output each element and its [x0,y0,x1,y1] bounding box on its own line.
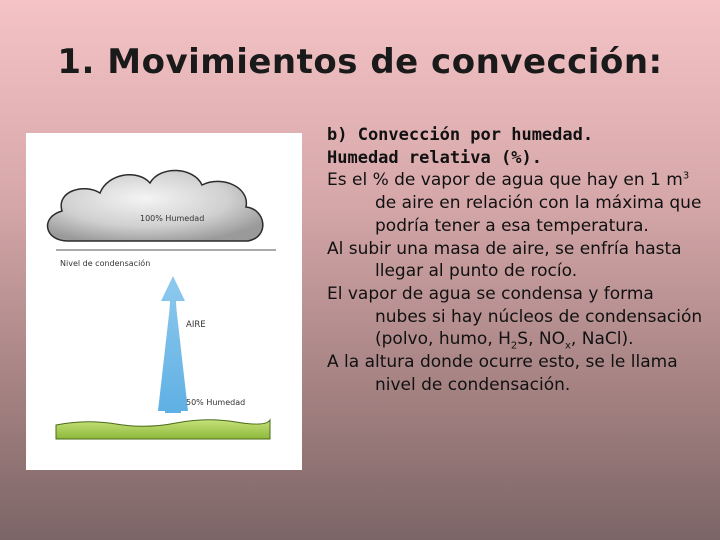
air-label: AIRE [186,320,206,330]
convection-figure [26,133,302,470]
paragraph-definition: Es el % de vapor de agua que hay en 1 $m^3$ de aire en relación con la máxima que podría tener a esa temperatura. [327,170,702,236]
slide-body [327,124,707,396]
paragraph-condensation: El vapor de agua se condensa y forma nubes si hay núcleos de condensación (polvo, humo, $H_2S$, $NO_x$, NaCl). [327,283,703,352]
slide-title: 1. Movimientos de convección: [57,42,663,82]
ground-strip [56,420,270,439]
paragraph-condensation-level: A la altura donde ocurre esto, se le llama nivel de condensación. [327,352,678,395]
cloud-label: 100% Humedad [140,214,205,223]
paragraph-rising-air: Al subir una masa de aire, se enfría hasta llegar al punto de rocío. [327,238,682,282]
cloud-shape [48,170,263,241]
ground-humidity-label: 50% Humedad [186,398,246,407]
condensation-level-label: Nivel de condensación [60,259,151,268]
heading-relative-humidity: Humedad relativa (%). [327,147,542,168]
heading-convection: b) Convección por humedad. [327,125,594,145]
